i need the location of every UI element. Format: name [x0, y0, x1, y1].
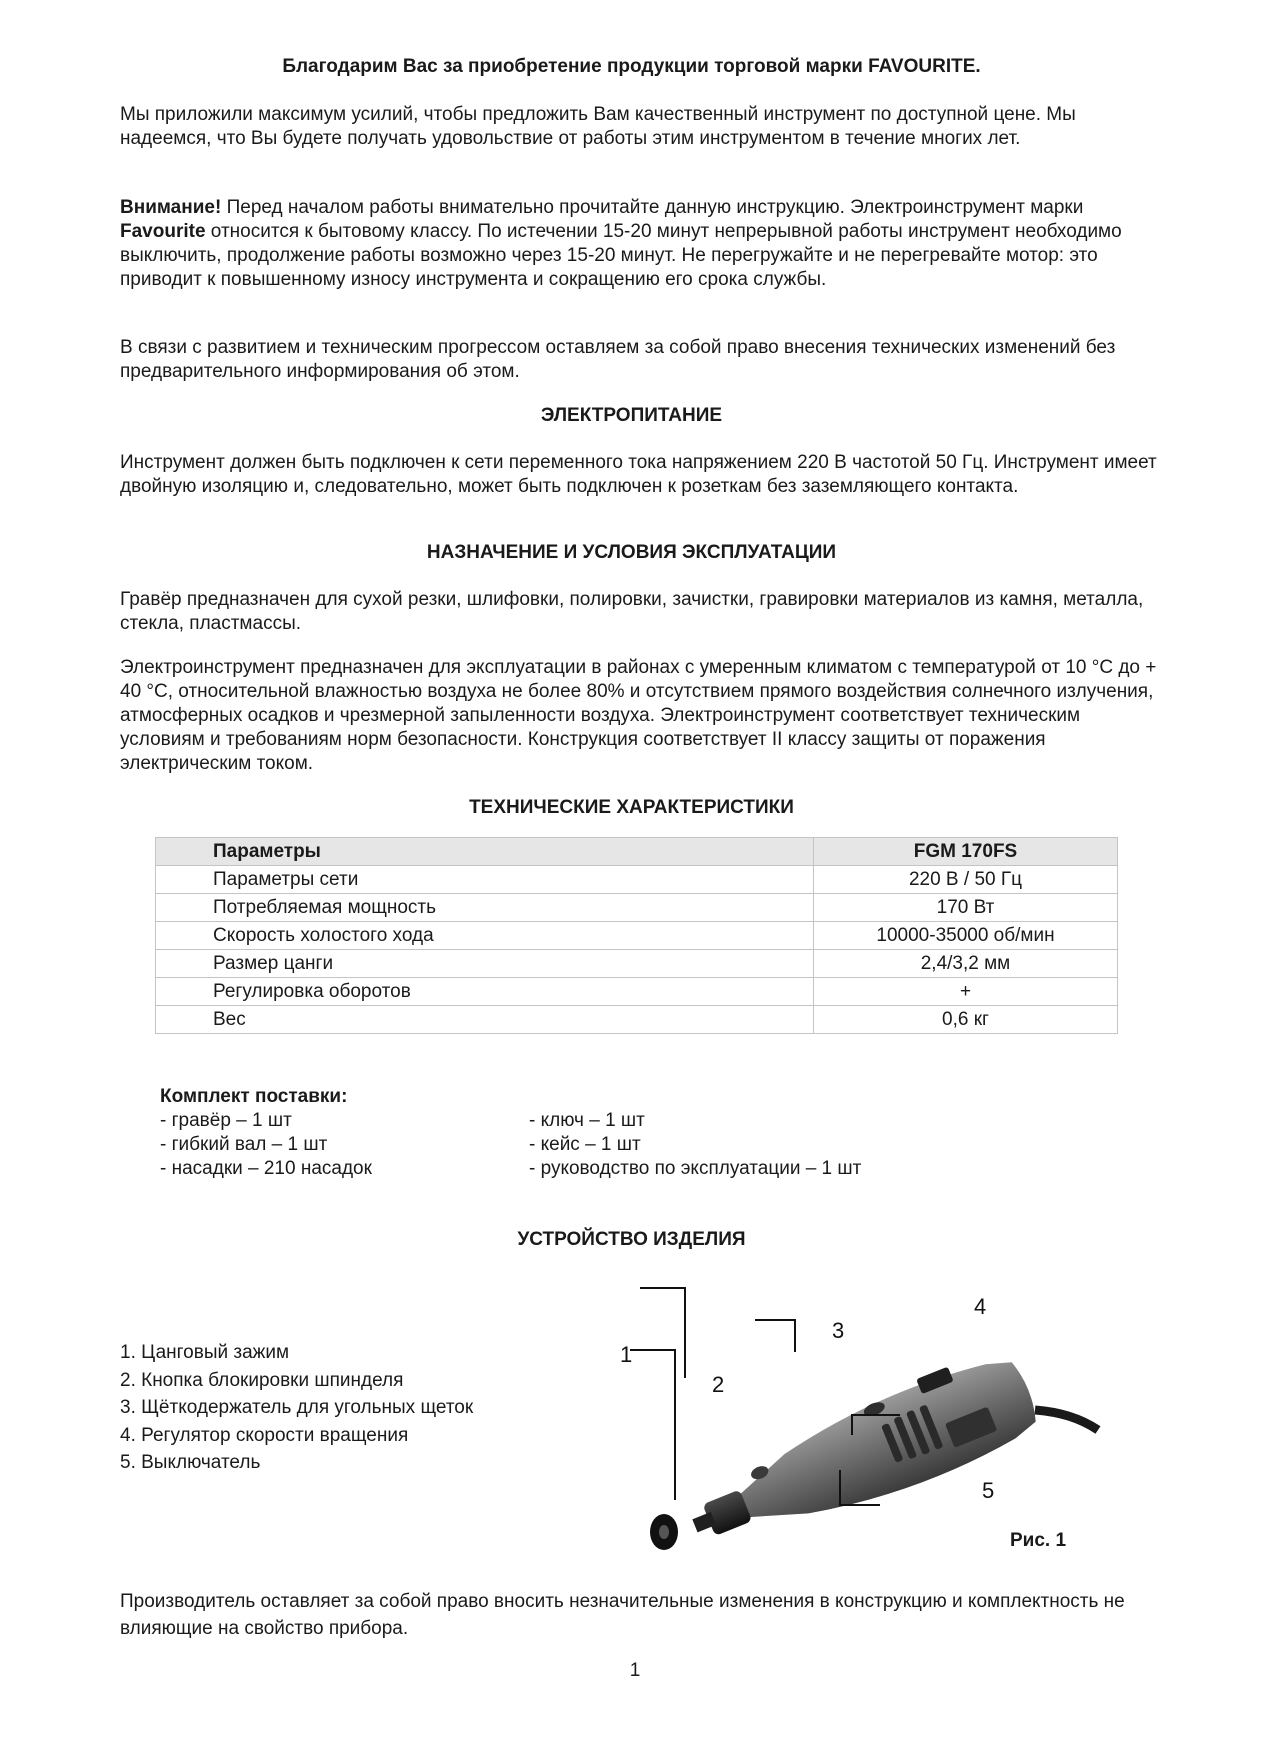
warning-paragraph: [120, 196, 1160, 292]
purpose-heading: НАЗНАЧЕНИЕ И УСЛОВИЯ ЭКСПЛУАТАЦИИ: [426, 542, 837, 563]
spec-name: Вес: [156, 1006, 814, 1034]
list-item: 2. Кнопка блокировки шпинделя: [120, 1369, 404, 1391]
table-row: [156, 922, 1118, 950]
intro-paragraph: Мы приложили максимум усилий, чтобы предложить Вам качественный инструмент по доступной цене. Мы надеемся, что Вы будете получать удовольствие от работы этим инструментом в течение многих лет.: [120, 104, 1076, 149]
list-item: - ключ – 1 шт: [529, 1110, 645, 1131]
list-item: - насадки – 210 насадок: [160, 1158, 372, 1179]
spec-value: 0,6 кг: [814, 1006, 1118, 1034]
progress-paragraph: В связи с развитием и техническим прогрессом оставляем за собой право внесения технических изменений без предварительного информирования об этом.: [120, 337, 1116, 382]
spec-value: +: [814, 978, 1118, 1006]
callout-3: 3: [832, 1318, 845, 1343]
list-item: 1. Цанговый зажим: [120, 1342, 290, 1363]
kit-right-column: [529, 1109, 861, 1181]
list-item: 3. Щёткодержатель для угольных щеток: [120, 1397, 474, 1418]
callout-1: 1: [620, 1342, 633, 1367]
warning-text-a: Перед началом работы внимательно прочитайте данную инструкцию. Электроинструмент марки: [221, 197, 1084, 218]
table-row: [156, 950, 1118, 978]
purpose-text-2: Электроинструмент предназначен для эксплуатации в районах с умеренным климатом с температурой от 10 °С до + 40 °С, относительной влажностью воздуха не более 80% и отсутствием прямого воздействия солнечного излучения, атмосферных осадков и чрезмерной запыленности воздуха. Электроинструмент соответствует техническим условиям и требованиям норм безопасности. Конструкция соответствует II классу защиты от поражения электрическим током.: [120, 657, 1157, 774]
power-heading: ЭЛЕКТРОПИТАНИЕ: [540, 405, 723, 426]
kit-heading: Комплект поставки:: [160, 1086, 348, 1107]
table-row: [156, 866, 1118, 894]
specs-col-model: FGM 170FS: [814, 838, 1118, 866]
list-item: 4. Регулятор скорости вращения: [120, 1424, 409, 1446]
table-row: [156, 894, 1118, 922]
purpose-text-1: Гравёр предназначен для сухой резки, шлифовки, полировки, зачистки, гравировки материалов из камня, металла, стекла, пластмассы.: [120, 589, 1144, 634]
intro-title: Благодарим Вас за приобретение продукции торговой марки FAVOURITE.: [282, 56, 981, 77]
callout-line-2: [640, 1288, 685, 1378]
tool-body: [675, 1342, 1045, 1568]
spec-name: Потребляемая мощность: [156, 894, 814, 922]
page-number: 1: [629, 1660, 641, 1681]
figure-caption: Рис. 1: [1010, 1530, 1067, 1551]
warning-text-b: относится к бытовому классу. По истечении 15-20 минут непрерывной работы инструмент необходимо выключить, продолжение работы возможно через 15-20 минут. Не перегружайте и не перегревайте мотор: это приводит к повышенному износу инструмента и сокращению его срока службы.: [120, 221, 1122, 290]
specs-heading: ТЕХНИЧЕСКИЕ ХАРАКТЕРИСТИКИ: [469, 797, 794, 818]
power-text: Инструмент должен быть подключен к сети переменного тока напряжением 220 В частотой 50 Гц. Инструмент имеет двойную изоляцию и, следовательно, может быть подключен к розеткам без заземляющего контакта.: [120, 452, 1157, 497]
list-item: - руководство по эксплуатации – 1 шт: [529, 1158, 862, 1179]
footer-note: Производитель оставляет за собой право вносить незначительные изменения в конструкцию и комплектность не влияющие на свойство прибора.: [120, 1591, 1125, 1639]
list-item: - кейс – 1 шт: [529, 1134, 641, 1155]
warning-brand: Favourite: [120, 221, 206, 242]
spec-value: 220 В / 50 Гц: [814, 866, 1118, 894]
callout-4: 4: [974, 1294, 987, 1319]
spec-name: Параметры сети: [156, 866, 814, 894]
specs-col-params: Параметры: [156, 838, 814, 866]
specs-header-row: [156, 838, 1118, 866]
callout-line-1: [630, 1350, 675, 1500]
spec-value: 170 Вт: [814, 894, 1118, 922]
callout-line-3: [755, 1320, 795, 1352]
device-heading: УСТРОЙСТВО ИЗДЕЛИЯ: [517, 1229, 746, 1250]
spec-name: Скорость холостого хода: [156, 922, 814, 950]
warning-label: Внимание!: [120, 197, 222, 218]
callout-2: 2: [712, 1372, 725, 1397]
list-item: 5. Выключатель: [120, 1452, 261, 1473]
kit-left-column: [160, 1085, 372, 1181]
specs-table: [155, 837, 1118, 1034]
list-item: - гравёр – 1 шт: [160, 1110, 292, 1131]
table-row: [156, 978, 1118, 1006]
spec-name: Регулировка оборотов: [156, 978, 814, 1006]
callout-5: 5: [982, 1478, 995, 1503]
power-cable: [1035, 1410, 1098, 1430]
list-item: - гибкий вал – 1 шт: [160, 1134, 328, 1155]
spec-value: 2,4/3,2 мм: [814, 950, 1118, 978]
table-row: [156, 1006, 1118, 1034]
spec-value: 10000-35000 об/мин: [814, 922, 1118, 950]
parts-list: [120, 1339, 473, 1477]
spec-name: Размер цанги: [156, 950, 814, 978]
